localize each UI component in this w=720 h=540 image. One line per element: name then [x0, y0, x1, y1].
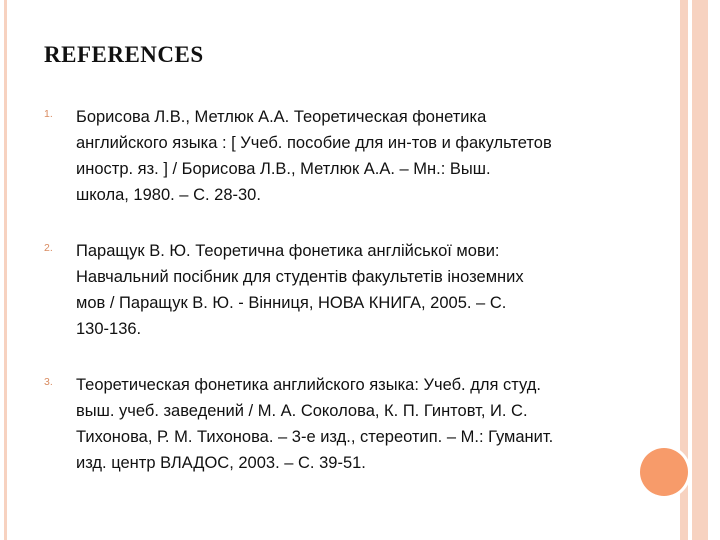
reference-line: Теоретическая фонетика английского языка: Учеб. для студ. — [76, 376, 541, 394]
reference-item-2 — [44, 238, 644, 342]
reference-item-3 — [44, 372, 644, 476]
reference-line: Тихонова, Р. М. Тихонова. – 3-е изд., стереотип. – М.: Гуманит. — [76, 428, 554, 446]
reference-line: Паращук В. Ю. Теоретична фонетика англійської мови: — [76, 242, 500, 260]
reference-line: Навчальний посібник для студентів факультетів іноземних — [76, 268, 524, 286]
reference-list — [44, 104, 644, 506]
reference-text — [76, 104, 644, 208]
reference-line: 130-136. — [76, 320, 142, 338]
reference-number: 1. — [44, 108, 53, 120]
page-title: REFERENCES — [44, 42, 204, 67]
reference-line: английского языка : [ Учеб. пособие для ин-тов и факультетов — [76, 134, 552, 152]
accent-circle-decoration — [640, 448, 688, 496]
reference-line: выш. учеб. заведений / М. А. Соколова, К. П. Гинтовт, И. С. — [76, 402, 528, 420]
reference-line: иностр. яз. ] / Борисова Л.В., Метлюк А.А. – Мн.: Выш. — [76, 160, 491, 178]
reference-line: мов / Паращук В. Ю. - Вінниця, НОВА КНИГА, 2005. – С. — [76, 294, 507, 312]
reference-item-1 — [44, 104, 644, 208]
reference-text — [76, 372, 644, 476]
left-border-decoration — [4, 0, 7, 540]
reference-number: 3. — [44, 376, 53, 388]
right-border-stripe — [688, 0, 692, 540]
reference-line: Борисова Л.В., Метлюк А.А. Теоретическая фонетика — [76, 108, 487, 126]
reference-text — [76, 238, 644, 342]
reference-line: изд. центр ВЛАДОС, 2003. – С. 39-51. — [76, 454, 366, 472]
reference-number: 2. — [44, 242, 53, 254]
reference-line: школа, 1980. – С. 28-30. — [76, 186, 261, 204]
